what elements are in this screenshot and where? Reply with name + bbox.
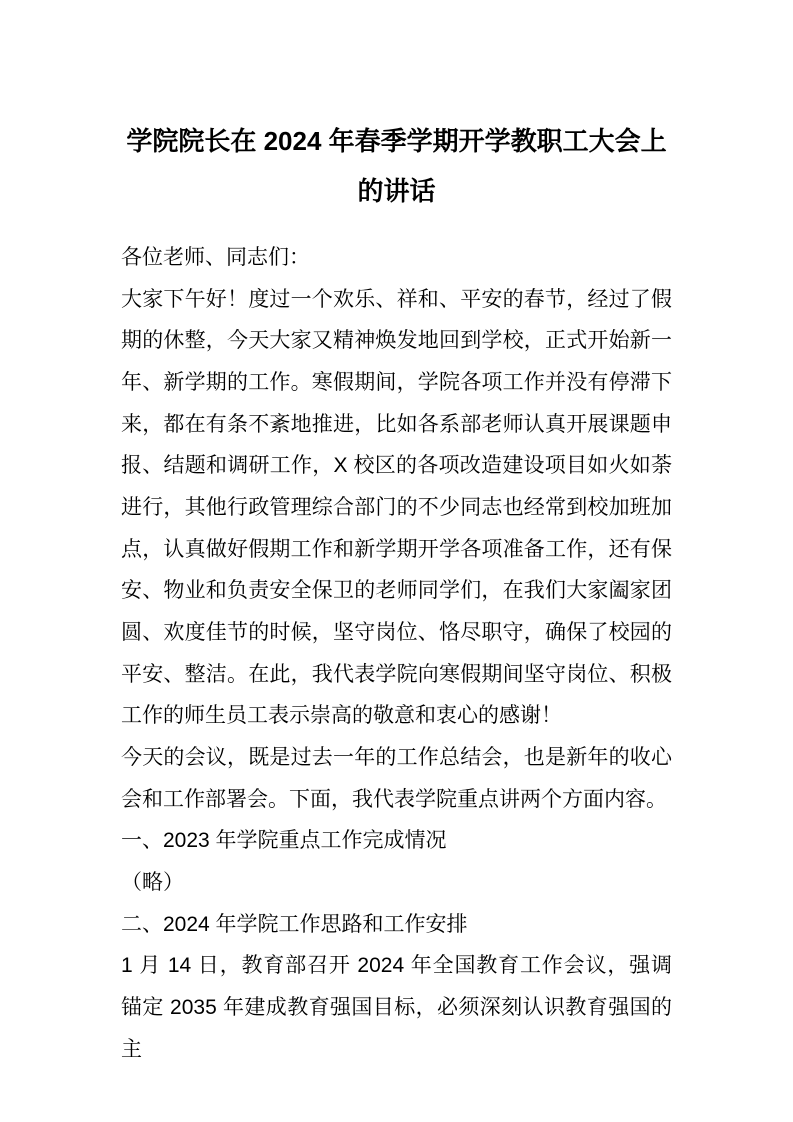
section-heading-2023-work-review: 一、2023 年学院重点工作完成情况 (121, 829, 447, 853)
salutation: 各位老师、同志们： (121, 246, 310, 269)
section-heading-2024-work-plan: 二、2024 年学院工作思路和工作安排 (121, 912, 468, 936)
paragraph-education-conference: 1 月 14 日，教育部召开 2024 年全国教育工作会议，强调锚定 2035 年建成教育强国目标，必须深刻认识教育强国的主 (121, 954, 672, 1061)
omitted-note: （略） (121, 871, 184, 895)
document-title: 学院院长在 2024 年春季学期开学教职工大会上的讲话 (126, 126, 667, 206)
paragraph-meeting-purpose: 今天的会议，既是过去一年的工作总结会，也是新年的收心会和工作部署会。下面，我代表学院重点讲两个方面内容。 (121, 746, 672, 811)
paragraph-opening-remarks: 大家下午好！度过一个欢乐、祥和、平安的春节，经过了假期的休整，今天大家又精神焕发地回到学校，正式开始新一年、新学期的工作。寒假期间，学院各项工作并没有停滞下来，都在有条不紊地推进，比如各系部老师认真开展课题申报、结题和调研工作，X 校区的各项改造建设项目如火如荼进行，其他行政管理综合部门的不少同志也经常到校加班加点，认真做好假期工作和新学期开学各项准备工作，还有保安、物业和负责安全保卫的老师同学们，在我们大家阖家团圆、欢度佳节的时候，坚守岗位、恪尽职守，确保了校园的平安、整洁。在此，我代表学院向寒假期间坚守岗位、积极工作的师生员工表示崇高的敬意和衷心的感谢！ (121, 287, 672, 728)
document-body (121, 237, 672, 1070)
